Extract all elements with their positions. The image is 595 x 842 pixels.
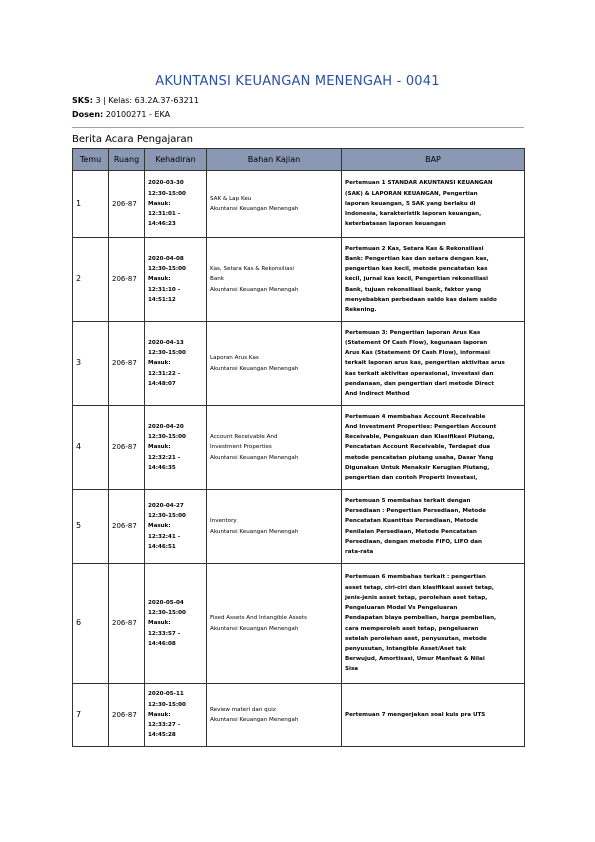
cell-line: asset tetap, ciri-ciri dan klasifikasi asset tetap, (345, 584, 495, 591)
cell-line: 2020-05-11 (148, 691, 184, 698)
cell-line: keterbatasan laporan keuangan (345, 221, 446, 228)
cell-line: laporan keuangan, 5 SAK yang berlaku di (345, 200, 476, 207)
cell-line: 12:30-15:00 (148, 350, 186, 357)
cell-line: 12:30-15:00 (148, 434, 186, 441)
col-header-ruang: Ruang (109, 149, 145, 171)
cell-line: 12:30-15:00 (148, 610, 186, 617)
cell-line: 2020-04-08 (148, 255, 184, 262)
divider (72, 127, 524, 128)
sks-label: SKS: (72, 96, 93, 105)
class-info (72, 96, 199, 105)
cell-line: Akuntansi Keuangan Menengah (210, 625, 299, 632)
cell-line: Masuk: (148, 620, 171, 627)
meeting-number: 7 (73, 684, 109, 747)
cell-line: Persediaan : Pengertian Persediaan, Metode (345, 508, 487, 515)
cell-line: 12:32:21 - (148, 454, 181, 461)
table-row (73, 322, 525, 406)
room: 206-87 (109, 684, 145, 747)
cell-line: Berwujud, Amortisasi, Umur Manfaat & Nilai (345, 656, 485, 663)
cell-line: (SAK) & LAPORAN KEUANGAN, Pengertian (345, 190, 478, 197)
cell-line: penyusutan, Intangible Asset/Aset tak (345, 645, 467, 652)
cell-line: Pendapatan biaya pembelian, harga pembelian, (345, 615, 497, 622)
cell-line: Pencatatan Kuantitas Persediaan, Metode (345, 518, 479, 525)
teaching-record-table (72, 148, 525, 747)
attendance (145, 238, 207, 322)
cell-line: Pencatatan Account Receivable, Terdapat dua (345, 444, 491, 451)
cell-line: Akuntansi Keuangan Menengah (210, 206, 299, 212)
attendance (145, 171, 207, 238)
cell-line: Pengeluaran Modal Vs Pengeluaran (345, 605, 458, 612)
study-material (207, 238, 342, 322)
cell-line: 14:46:35 (148, 464, 176, 471)
cell-line: 14:46:08 (148, 640, 176, 647)
teaching-report (342, 490, 525, 564)
cell-line: pendanaan, dan pengertian dari metode Direct (345, 380, 494, 387)
table-row (73, 406, 525, 490)
cell-line: 12:30-15:00 (148, 701, 186, 708)
cell-line: Digunakan Untuk Menaksir Kerugian Piutang, (345, 464, 490, 471)
meeting-number: 6 (73, 564, 109, 684)
teaching-report (342, 564, 525, 684)
cell-line: Akuntansi Keuangan Menengah (210, 286, 299, 293)
col-header-bahan-kajian: Bahan Kajian (207, 149, 342, 171)
cell-line: kecil, jurnal kas kecil, Pengertian rekonsiliasi (345, 276, 489, 283)
table-row (73, 171, 525, 238)
attendance (145, 564, 207, 684)
cell-line: Pertemuan 3: Pengertian laporan Arus Kas (345, 329, 481, 336)
cell-line: Pertemuan 5 membahas terkait dengan (345, 497, 471, 504)
cell-line: Pertemuan 7 mengerjakan soal kuis pra UTS (345, 711, 486, 718)
room: 206-87 (109, 171, 145, 238)
teaching-report (342, 684, 525, 747)
lecturer-info (72, 110, 170, 119)
cell-line: 14:48:07 (148, 380, 176, 387)
cell-line: Indonesia, karakteristik laporan keuangan, (345, 211, 482, 218)
cell-line: Masuk: (148, 711, 171, 718)
cell-line: setelah perolehan aset, penyusutan, metode (345, 635, 487, 642)
cell-line: Account Receivable And (210, 434, 278, 441)
dosen-label: Dosen: (72, 110, 104, 119)
cell-line: Akuntansi Keuangan Menengah (210, 717, 299, 723)
cell-line: Persediaan, dengan metode FIFO, LIFO dan (345, 538, 483, 545)
col-header-temu: Temu (73, 149, 109, 171)
room: 206-87 (109, 238, 145, 322)
teaching-report (342, 238, 525, 322)
cell-line: Rekening. (345, 307, 377, 313)
cell-line: 14:46:23 (148, 221, 176, 228)
cell-line: jenis-jenis asset tetap, perolehan aset tetap, (345, 594, 488, 601)
cell-line: Pertemuan 2 Kas, Setara Kas & Rekonsiliasi (345, 245, 484, 252)
room: 206-87 (109, 406, 145, 490)
cell-line: Arus Kas (Statement Of Cash Flow), informasi (345, 350, 490, 357)
study-material (207, 406, 342, 490)
cell-line: 12:31:10 - (148, 286, 181, 293)
cell-line: Pertemuan 4 membahas Account Receivable (345, 413, 486, 420)
cell-line: 14:46:51 (148, 543, 176, 550)
cell-line: 12:33:27 - (148, 722, 181, 729)
cell-line: menyebabkan perbedaan saldo kas dalam saldo (345, 296, 497, 303)
cell-line: Pertemuan 6 membahas terkait : pengertian (345, 574, 486, 581)
cell-line: Pertemuan 1 STANDAR AKUNTANSI KEUANGAN (345, 180, 493, 187)
cell-line: 12:30-15:00 (148, 190, 186, 197)
cell-line: 12:30-15:00 (148, 266, 186, 273)
cell-line: pengertian kas kecil, metode pencatatan kas (345, 266, 488, 273)
cell-line: Bank: Pengertian kas dan setara dengan kas, (345, 255, 489, 262)
cell-line: 14:51:12 (148, 296, 176, 303)
cell-line: Masuk: (148, 200, 171, 207)
cell-line: 12:31:01 - (148, 211, 181, 218)
cell-line: Masuk: (148, 444, 171, 451)
table-row (73, 238, 525, 322)
cell-line: 2020-03-30 (148, 180, 184, 187)
study-material (207, 322, 342, 406)
cell-line: Masuk: (148, 523, 171, 530)
study-material (207, 490, 342, 564)
cell-line: Laporan Arus Kas (210, 355, 259, 362)
cell-line: Investment Properties (210, 444, 272, 451)
study-material (207, 564, 342, 684)
room: 206-87 (109, 490, 145, 564)
study-material (207, 684, 342, 747)
cell-line: 2020-04-20 (148, 423, 184, 430)
teaching-report (342, 322, 525, 406)
room: 206-87 (109, 322, 145, 406)
col-header-bap: BAP (342, 149, 525, 171)
table-row (73, 490, 525, 564)
cell-line: terkait laporan arus kas, pengertian aktivitas arus (345, 360, 505, 367)
meeting-number: 4 (73, 406, 109, 490)
cell-line: 2020-04-13 (148, 339, 184, 346)
cell-line: cara memperoleh aset tetap, pengeluaran (345, 625, 479, 632)
meeting-number: 3 (73, 322, 109, 406)
cell-line: 12:30-15:00 (148, 513, 186, 520)
cell-line: 12:32:41 - (148, 533, 181, 540)
cell-line: And Investment Properties: Pengertian Account (345, 423, 497, 430)
cell-line: 2020-04-27 (148, 502, 184, 509)
cell-line: Review materi dan quiz (210, 706, 276, 713)
cell-line: 14:45:28 (148, 732, 176, 739)
cell-line: Penilaian Persediaan, Metode Pencatatan (345, 528, 477, 535)
cell-line: Bank, tujuan rekonsiliasi bank, faktor yang (345, 286, 482, 293)
cell-line: Inventory (210, 518, 237, 525)
meeting-number: 2 (73, 238, 109, 322)
cell-line: (Statement Of Cash Flow), kegunaan laporan (345, 339, 488, 346)
cell-line: Sisa (345, 666, 359, 673)
cell-line: kas terkait aktivitas operasional, investasi dan (345, 370, 494, 377)
cell-line: Kas, Setara Kas & Rekonsiliasi (210, 266, 294, 273)
cell-line: Akuntansi Keuangan Menengah (210, 454, 299, 461)
meeting-number: 5 (73, 490, 109, 564)
cell-line: Fixed Assets And Intangible Assets (210, 615, 307, 622)
cell-line: And Indirect Method (345, 391, 410, 397)
cell-line: Akuntansi Keuangan Menengah (210, 365, 299, 372)
cell-line: 12:31:22 - (148, 370, 181, 377)
cell-line: metode pencatatan piutang usaha, Dasar Yang (345, 454, 494, 461)
cell-line: SAK & Lap Keu (210, 195, 252, 202)
cell-line: 2020-05-04 (148, 599, 184, 606)
attendance (145, 406, 207, 490)
course-title: AKUNTANSI KEUANGAN MENENGAH - 0041 (155, 74, 440, 89)
study-material (207, 171, 342, 238)
teaching-report (342, 406, 525, 490)
attendance (145, 684, 207, 747)
teaching-report (342, 171, 525, 238)
attendance (145, 490, 207, 564)
cell-line: Receivable, Pengakuan dan Klasifikasi Piutang, (345, 434, 495, 441)
section-title: Berita Acara Pengajaran (72, 134, 193, 145)
dosen-value: 20100271 - EKA (105, 110, 171, 119)
cell-line: Masuk: (148, 276, 171, 283)
attendance (145, 322, 207, 406)
table-row (73, 684, 525, 747)
meeting-number: 1 (73, 171, 109, 238)
cell-line: pengertian dan contoh Properti Investasi, (345, 475, 478, 481)
col-header-kehadiran: Kehadiran (145, 149, 207, 171)
table-row (73, 564, 525, 684)
cell-line: Masuk: (148, 360, 171, 367)
cell-line: Bank (210, 276, 225, 283)
cell-line: 12:33:57 - (148, 630, 181, 637)
room: 206-87 (109, 564, 145, 684)
cell-line: Akuntansi Keuangan Menengah (210, 528, 299, 535)
sks-value: 3 | Kelas: 63.2A.37-63211 (95, 96, 199, 105)
table-header-row (73, 149, 525, 171)
cell-line: rata-rata (345, 548, 374, 555)
